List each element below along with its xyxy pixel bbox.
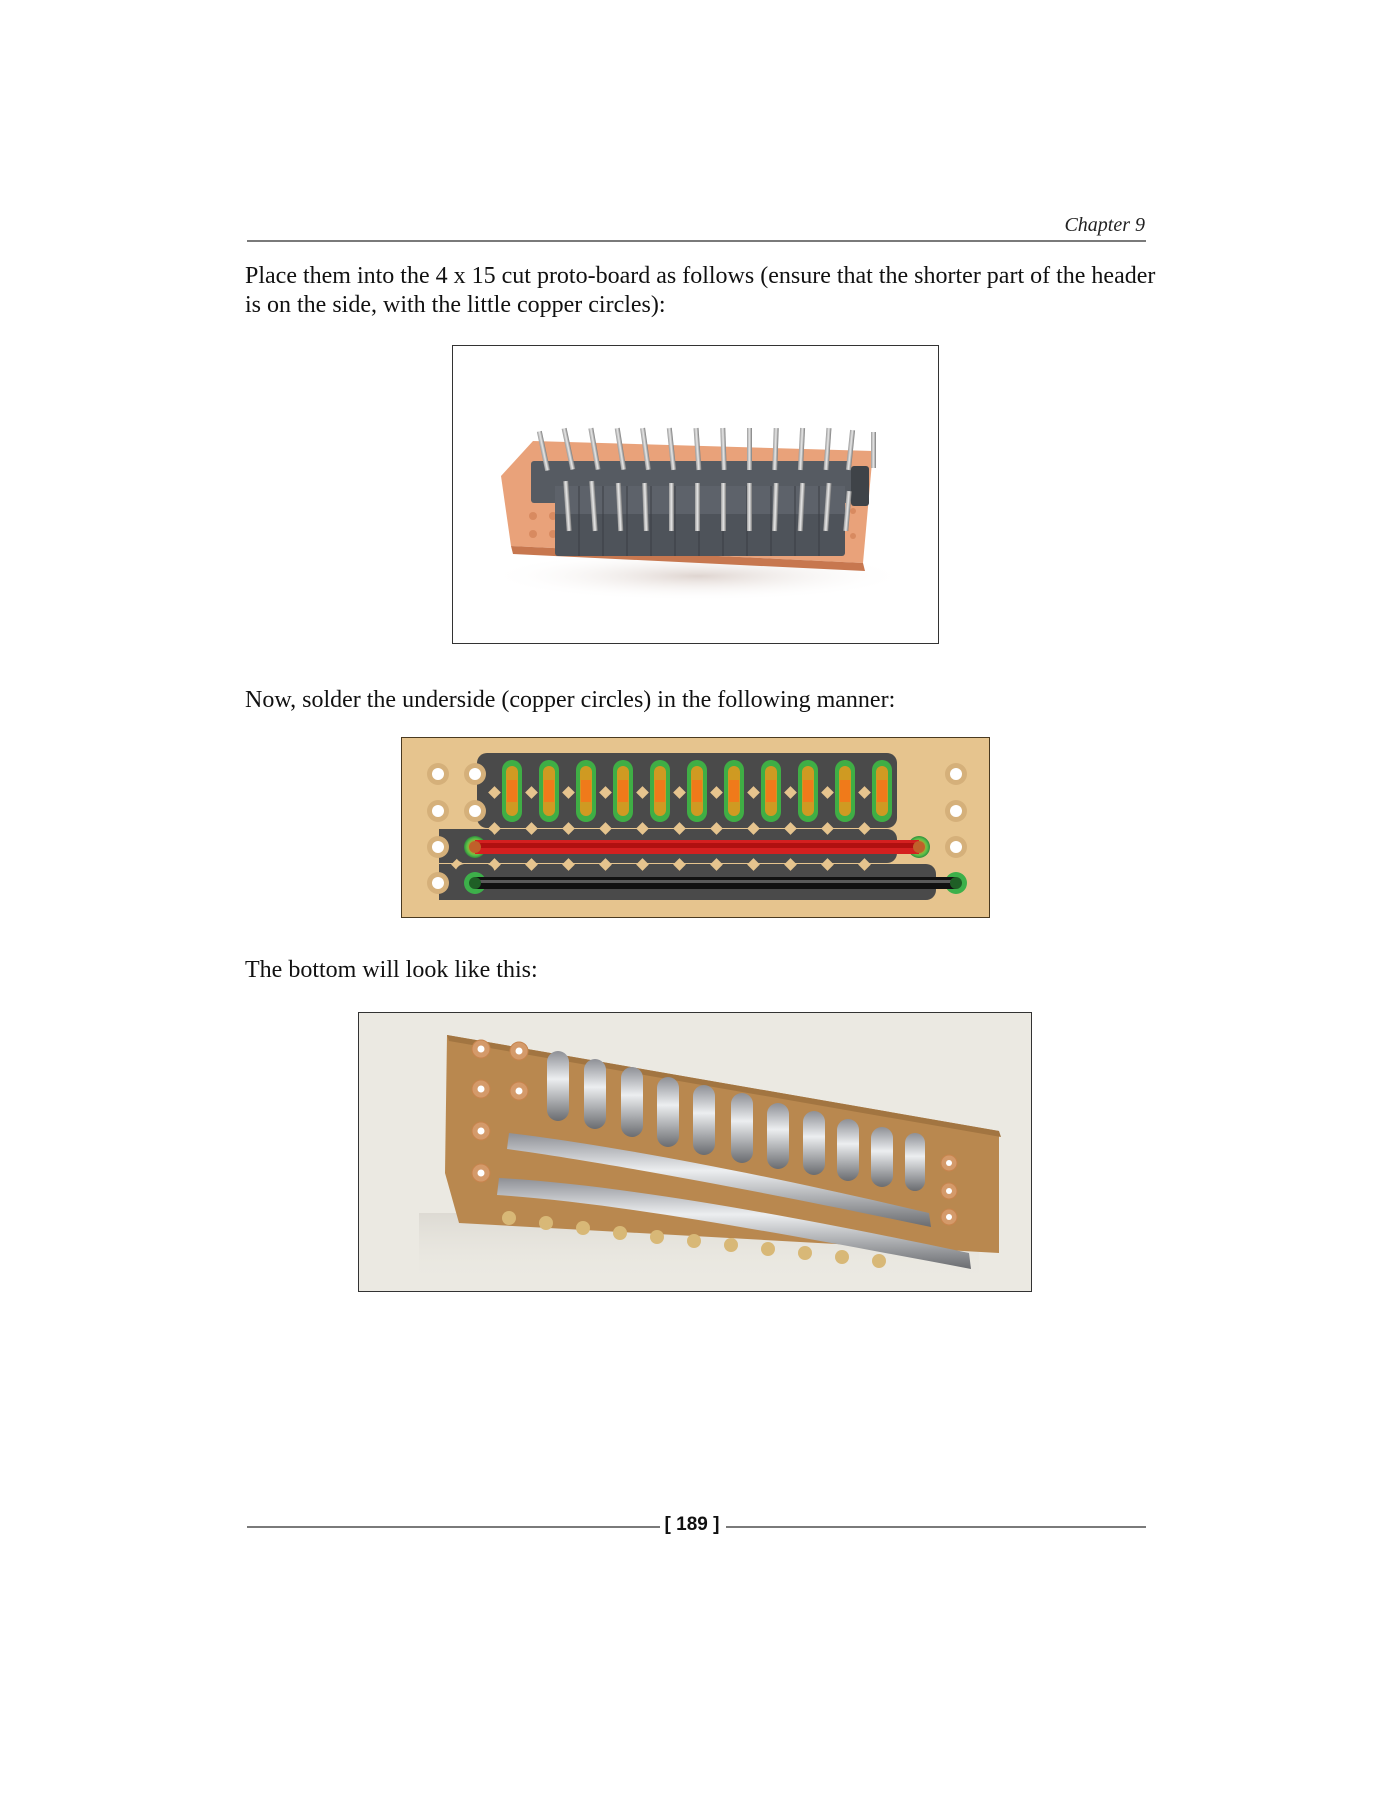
figure-soldered-bottom-photo [358,1012,1032,1292]
page-number: [ 189 ] [664,1514,720,1535]
header-rule [247,240,1146,242]
paragraph-solder-instruction: Now, solder the underside (copper circles) in the following manner: [245,687,896,713]
figure-solder-diagram [401,737,990,918]
header-pins-illustration [453,346,938,643]
chapter-label: Chapter 9 [1064,214,1145,236]
figure-header-pins-photo [452,345,939,644]
paragraph-bottom-result: The bottom will look like this: [245,957,538,983]
paragraph-intro: Place them into the 4 x 15 cut proto-board as follows (ensure that the shorter part of the header is on the side, with the little copper circles): [245,263,1156,318]
solder-layout-diagram [402,738,988,916]
footer-rule-right [726,1526,1146,1528]
soldered-board-illustration [359,1013,1031,1291]
footer-rule-left [247,1526,660,1528]
